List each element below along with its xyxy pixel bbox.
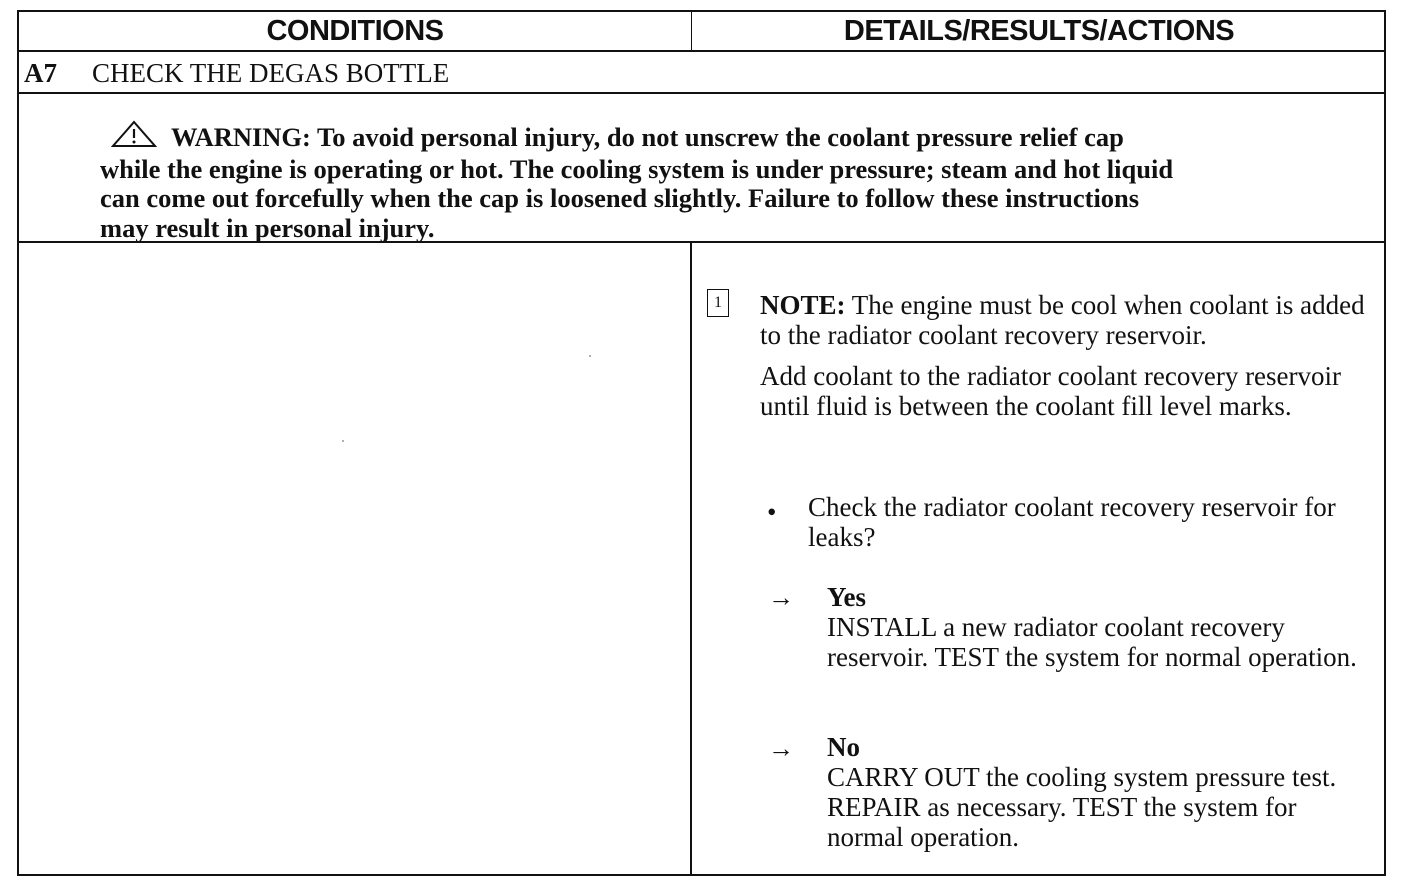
result-yes xyxy=(827,582,1367,672)
section-row xyxy=(19,52,1384,94)
table-header xyxy=(19,12,1384,52)
conditions-cell xyxy=(19,243,691,876)
warning-triangle-icon xyxy=(111,120,157,155)
conditions-header: CONDITIONS xyxy=(266,14,444,47)
result-text: INSTALL a new radiator coolant recovery reservoir. TEST the system for normal operation. xyxy=(827,612,1357,672)
arrow-icon: → xyxy=(768,734,794,763)
details-header: DETAILS/RESULTS/ACTIONS xyxy=(843,14,1235,47)
note-label: NOTE: xyxy=(760,290,846,320)
action-text: Add coolant to the radiator coolant recovery reservoir until fluid is between the coolant fill level marks. xyxy=(760,361,1342,421)
warning-line: may result in personal injury. xyxy=(100,212,435,243)
warning-block xyxy=(19,94,1384,243)
warning-line-text: WARNING: To avoid personal injury, do not unscrew the coolant pressure relief cap xyxy=(171,122,1124,152)
details-cell xyxy=(692,243,1386,876)
warning-line: while the engine is operating or hot. The cooling system is under pressure; steam and hot liquid xyxy=(100,153,1174,184)
warning-line: can come out forcefully when the cap is loosened slightly. Failure to follow these instructions xyxy=(100,183,1140,213)
check-question: Check the radiator coolant recovery reservoir for leaks? xyxy=(808,492,1336,552)
result-label: Yes xyxy=(827,582,866,612)
warning-text xyxy=(100,120,1330,243)
result-no xyxy=(827,732,1367,852)
bullet: • xyxy=(767,497,777,527)
diagnostic-table xyxy=(17,10,1386,876)
arrow-icon: → xyxy=(768,583,794,612)
note-text: The engine must be cool when coolant is added to the radiator coolant recovery reservoir. xyxy=(760,290,1365,350)
warning-line xyxy=(100,120,1330,155)
result-text: REPAIR as necessary. TEST the system for normal operation. xyxy=(827,792,1297,852)
scan-speck xyxy=(589,355,591,357)
note xyxy=(760,290,1380,350)
section-title: CHECK THE DEGAS BOTTLE xyxy=(92,58,450,88)
scan-speck xyxy=(342,440,344,442)
result-label: No xyxy=(827,732,860,762)
step-number-box: 1 xyxy=(707,289,729,317)
section-id: A7 xyxy=(24,58,57,88)
result-text: CARRY OUT the cooling system pressure test. xyxy=(827,762,1337,792)
